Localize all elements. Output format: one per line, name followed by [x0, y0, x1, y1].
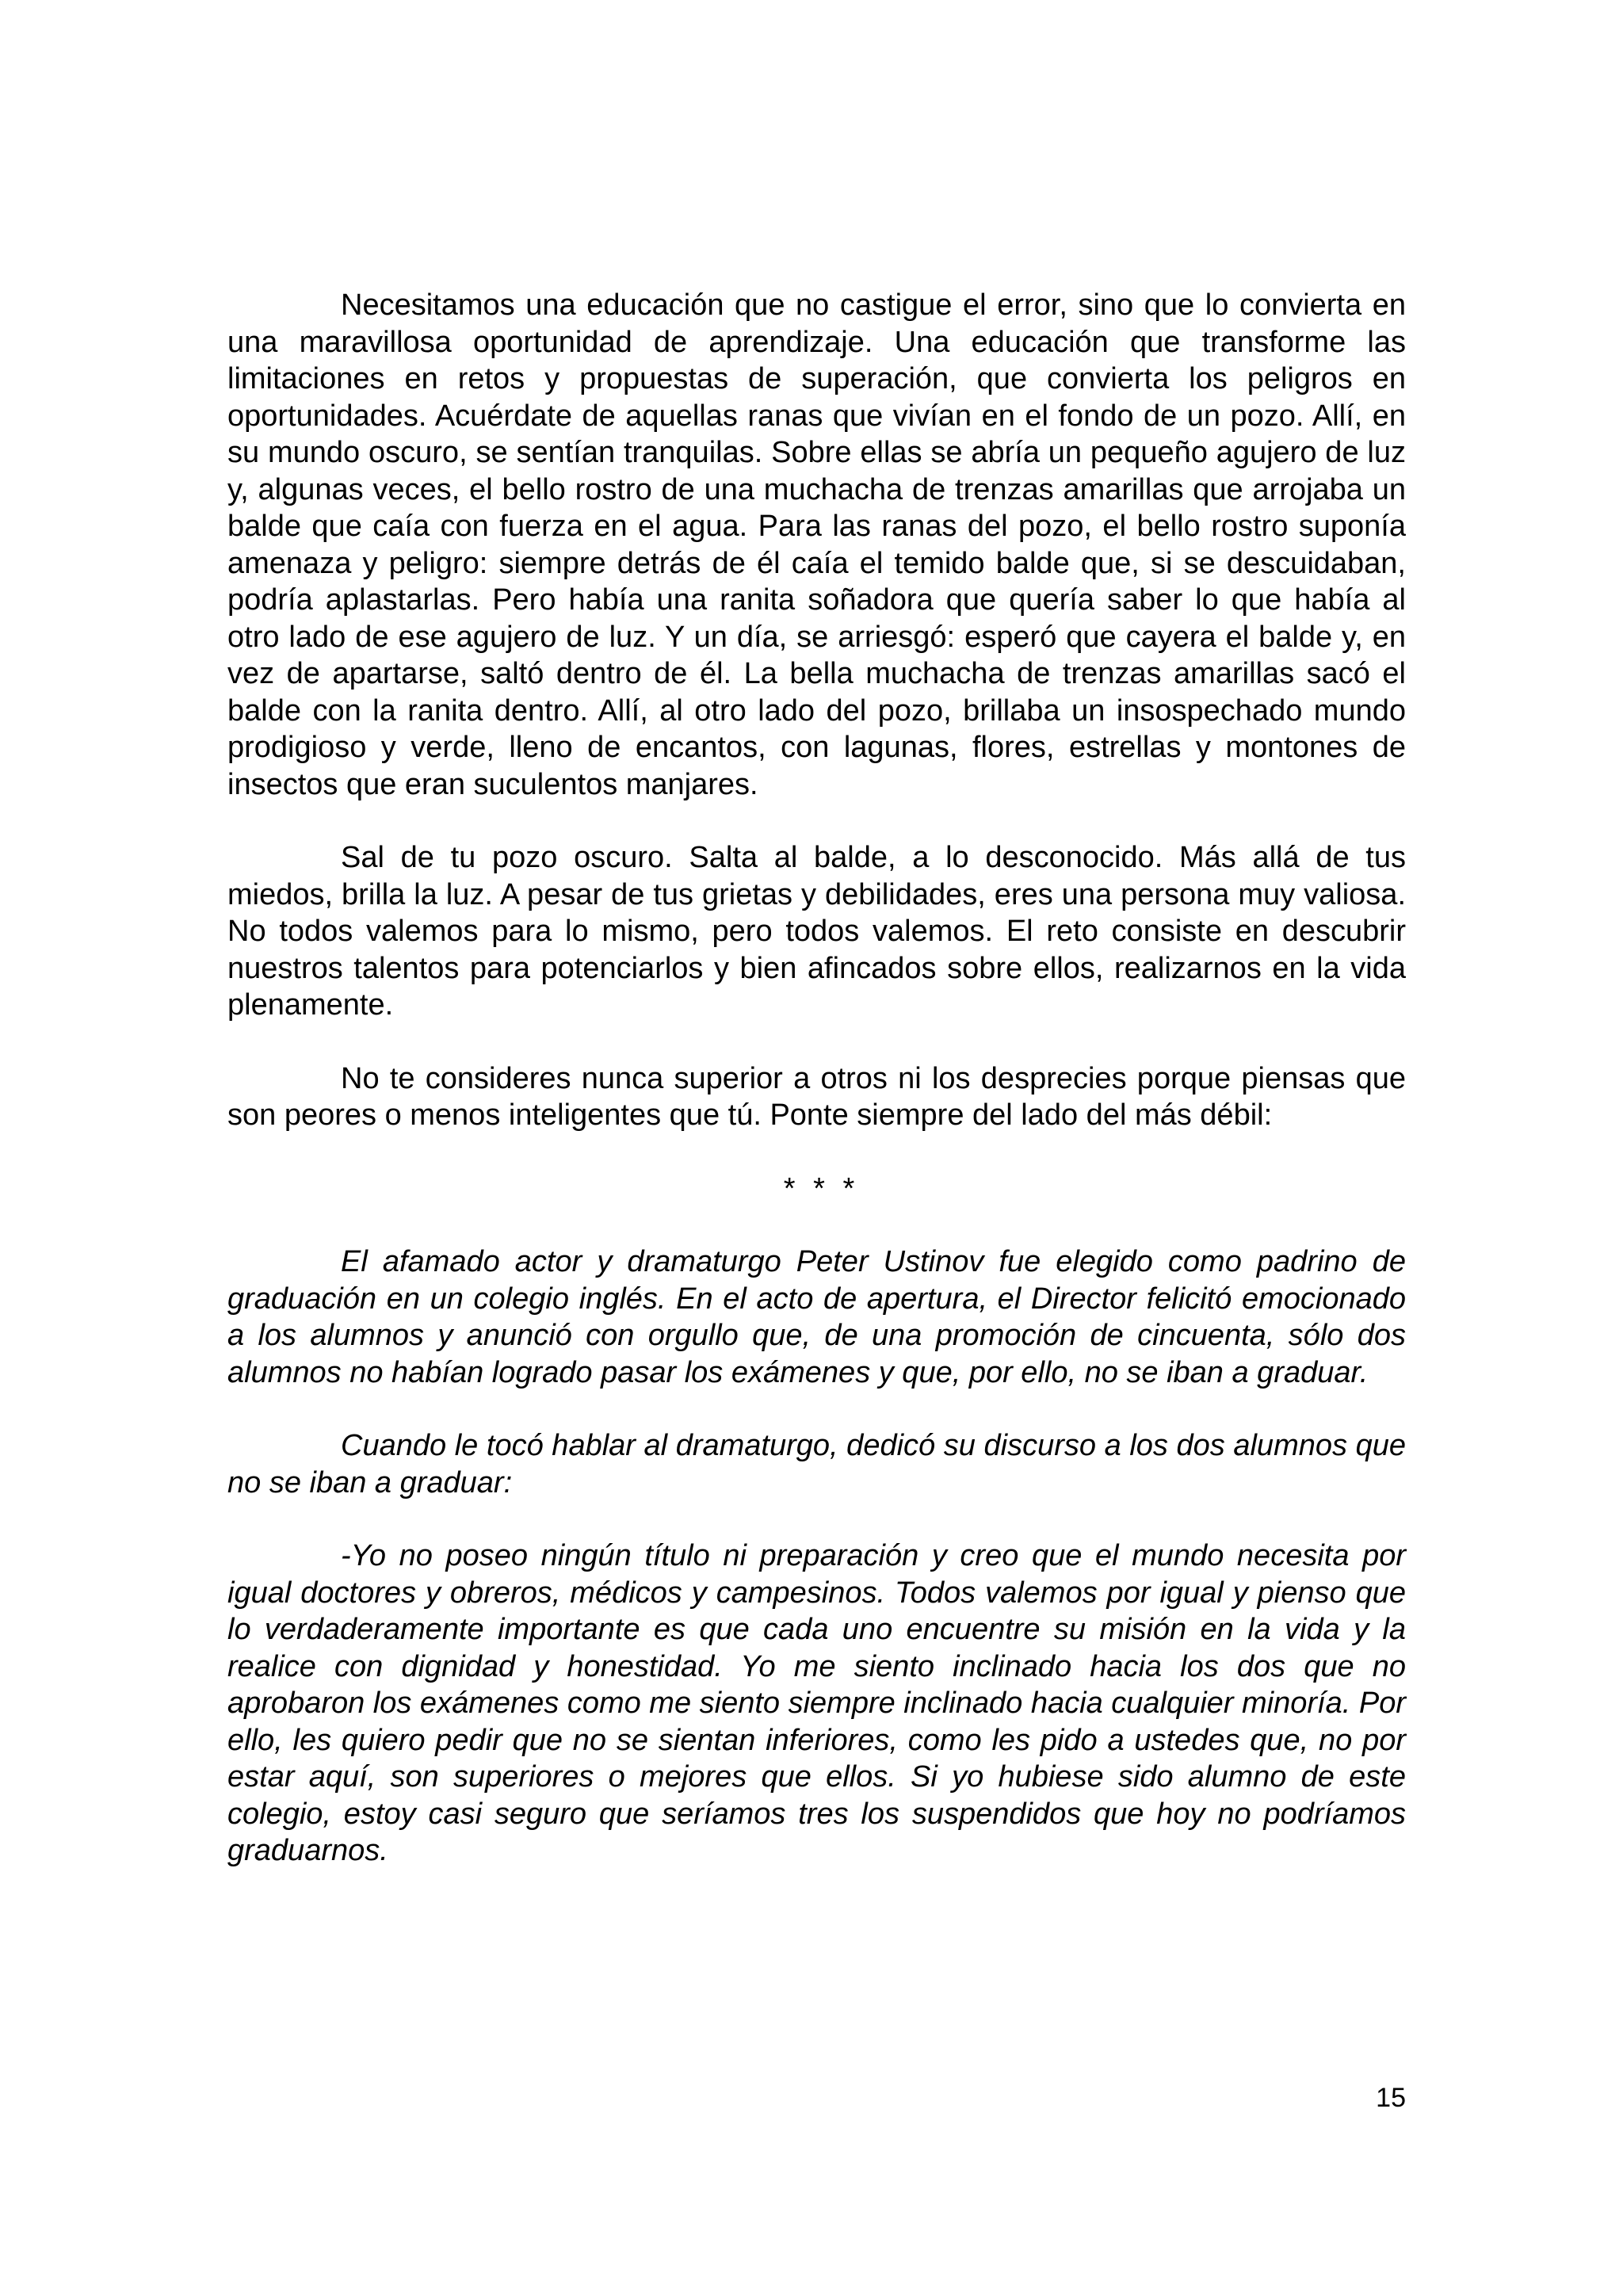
paragraph-ranas: Necesitamos una educación que no castigue el error, sino que lo convierta en una maravillosa oportunidad de aprendizaje. Una educación que transforme las limitaciones en retos y propuestas de superación, que convierta los peligros en oportunidades. Acuérdate de aquellas ranas que vivían en el fondo de un pozo. Allí, en su mundo oscuro, se sentían tranquilas. Sobre ellas se abría un pequeño agujero de luz y, algunas veces, el bello rostro de una muchacha de trenzas amarillas que arrojaba un balde que caía con fuerza en el agua. Para las ranas del pozo, el bello rostro suponía amenaza y peligro: siempre detrás de él caía el temido balde que, si se descuidaban, podría aplastarlas. Pero había una ranita soñadora que quería saber lo que había al otro lado de ese agujero de luz. Y un día, se arriesgó: esperó que cayera el balde y, en vez de apartarse, saltó dentro de él. La bella muchacha de trenzas amarillas sacó el balde con la ranita dentro. Allí, al otro lado del pozo, brillaba un insospechado mundo prodigioso y verde, lleno de encantos, con lagunas, flores, estrellas y montones de insectos que eran suculentos manjares.	[227, 288, 1406, 801]
paragraph-pozo: Sal de tu pozo oscuro. Salta al balde, a lo desconocido. Más allá de tus miedos, brilla la luz. A pesar de tus grietas y debilidades, eres una persona muy valiosa. No todos valemos para lo mismo, pero todos valemos. El reto consiste en descubrir nuestros talentos para potenciarlos y bien afincados sobre ellos, realizarnos en la vida plenamente.	[227, 841, 1406, 1022]
section-separator: * * *	[783, 1171, 860, 1205]
paragraph-ustinov: El afamado actor y dramaturgo Peter Ustinov fue elegido como padrino de graduación en un colegio inglés. En el acto de apertura, el Director felicitó emocionado a los alumnos y anunció con orgullo que, de una promoción de cincuenta, sólo dos alumnos no habían logrado pasar los exámenes y que, por ello, no se iban a graduar.	[227, 1245, 1406, 1389]
paragraph-cita: -Yo no poseo ningún título ni preparación y creo que el mundo necesita por igual doctores y obreros, médicos y campesinos. Todos valemos por igual y pienso que lo verdaderamente importante es que cada uno encuentre su misión en la vida y la realice con dignidad y honestidad. Yo me siento inclinado hacia los dos que no aprobaron los exámenes como me siento siempre inclinado hacia cualquier minoría. Por ello, les quiero pedir que no se sientan inferiores, como les pido a ustedes que, no por estar aquí, son superiores o mejores que ellos. Si yo hubiese sido alumno de este colegio, estoy casi seguro que seríamos tres los suspendidos que hoy no podríamos graduarnos.	[227, 1539, 1406, 1867]
paragraph-discurso: Cuando le tocó hablar al dramaturgo, dedicó su discurso a los dos alumnos que no se iban a graduar:	[227, 1429, 1406, 1499]
document-body	[227, 287, 1406, 1870]
paragraph-debil: No te consideres nunca superior a otros ni los desprecies porque piensas que son peores o menos inteligentes que tú. Ponte siempre del lado del más débil:	[227, 1061, 1406, 1132]
page-number: 15	[1376, 2083, 1406, 2113]
